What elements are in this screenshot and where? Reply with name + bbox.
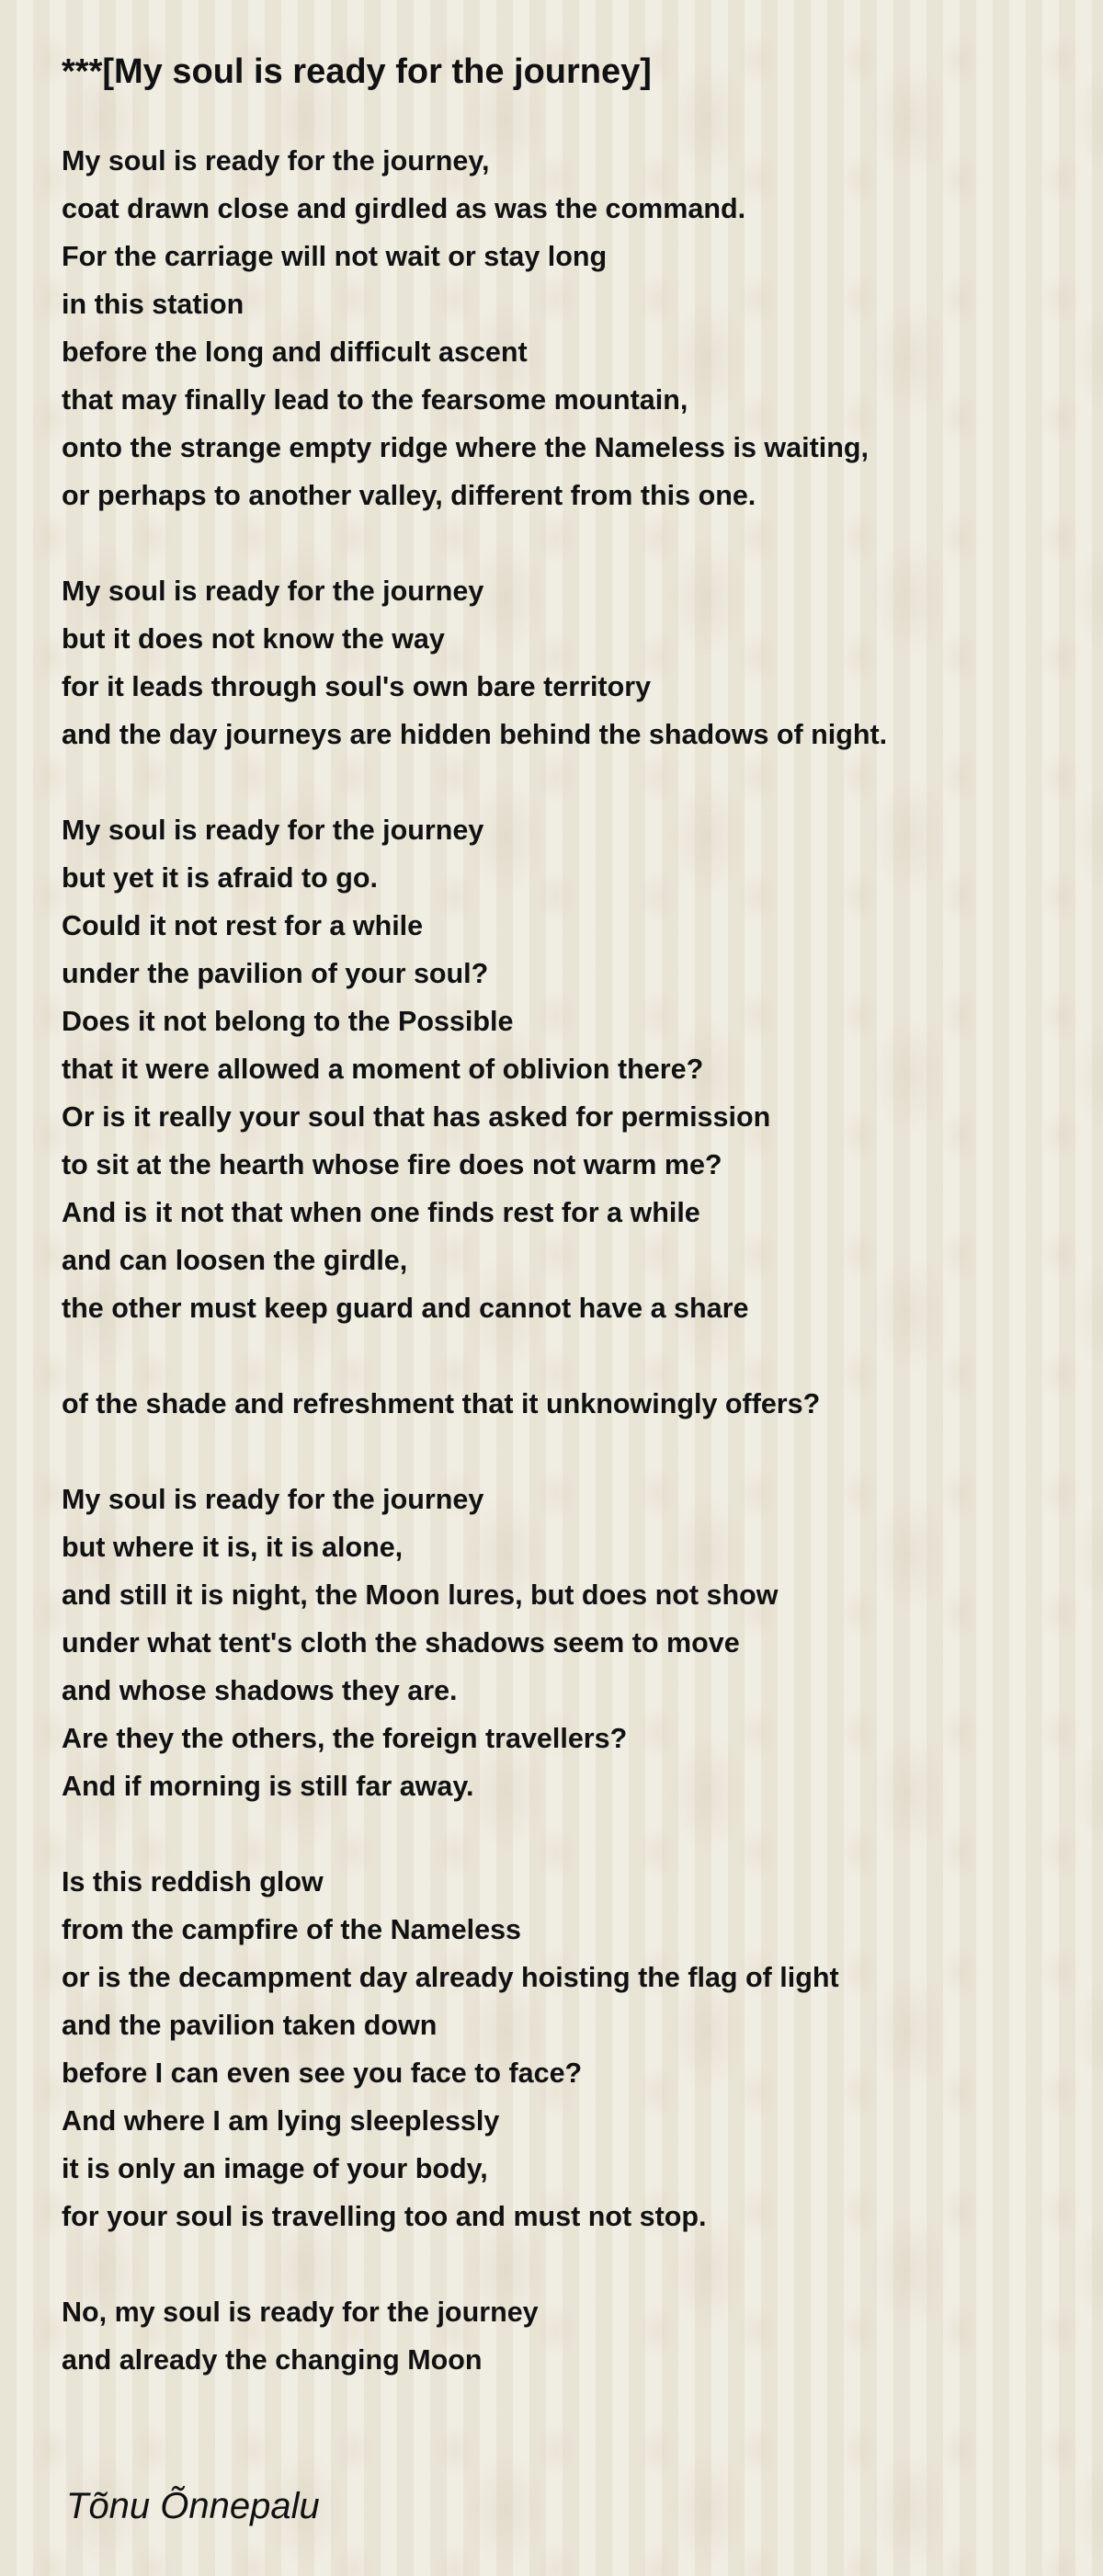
poem-body xyxy=(62,137,1073,2384)
stanza-break xyxy=(62,2240,1073,2288)
stanza-break xyxy=(62,1428,1073,1476)
stanza-break xyxy=(62,758,1073,806)
stanza-break xyxy=(62,519,1073,567)
poem-line: that may finally lead to the fearsome mountain, xyxy=(62,384,688,416)
stanza-break xyxy=(62,1332,1073,1380)
poem-line: Is this reddish glow xyxy=(62,1866,324,1898)
poem-line: coat drawn close and girdled as was the command. xyxy=(62,193,746,224)
poem-author: Tõnu Õnnepalu xyxy=(66,2486,320,2526)
poem-line: and can loosen the girdle, xyxy=(62,1245,408,1276)
poem-line: and the day journeys are hidden behind the shadows of night. xyxy=(62,719,888,750)
poem-line: the other must keep guard and cannot have a share xyxy=(62,1293,749,1324)
poem-line: under what tent's cloth the shadows seem to move xyxy=(62,1627,740,1658)
poem-line: My soul is ready for the journey xyxy=(62,815,484,846)
poem-line: Or is it really your soul that has asked for permission xyxy=(62,1101,771,1133)
poem-line: it is only an image of your body, xyxy=(62,2153,488,2184)
stanza-break xyxy=(62,1810,1073,1858)
poem-line: And is it not that when one finds rest for a while xyxy=(62,1197,700,1228)
poem-line: to sit at the hearth whose fire does not warm me? xyxy=(62,1149,722,1180)
poem-line: My soul is ready for the journey xyxy=(62,576,484,607)
poem-line: in this station xyxy=(62,289,244,320)
poem-line: For the carriage will not wait or stay long xyxy=(62,241,608,272)
poem-line: or perhaps to another valley, different from this one. xyxy=(62,480,756,511)
poem-line: for your soul is travelling too and must not stop. xyxy=(62,2201,707,2232)
poem-line: under the pavilion of your soul? xyxy=(62,958,489,989)
poem-line: of the shade and refreshment that it unknowingly offers? xyxy=(62,1388,821,1419)
poem-line: and already the changing Moon xyxy=(62,2344,483,2376)
poem-line: for it leads through soul's own bare territory xyxy=(62,671,652,702)
poem-line: that it were allowed a moment of oblivion there? xyxy=(62,1054,704,1085)
poem-line: and still it is night, the Moon lures, but does not show xyxy=(62,1579,779,1611)
poem-line: before the long and difficult ascent xyxy=(62,336,528,368)
poem-line: Are they the others, the foreign travellers? xyxy=(62,1723,628,1754)
poem-line: from the campfire of the Nameless xyxy=(62,1914,522,1945)
poem-line: No, my soul is ready for the journey xyxy=(62,2297,539,2328)
poem-line: Does it not belong to the Possible xyxy=(62,1006,514,1037)
poem-line: but it does not know the way xyxy=(62,623,445,655)
poem-line: And if morning is still far away. xyxy=(62,1771,474,1802)
poem-line: and whose shadows they are. xyxy=(62,1675,458,1706)
poem-line: My soul is ready for the journey xyxy=(62,1484,484,1515)
poem-line: My soul is ready for the journey, xyxy=(62,145,490,177)
poem-line: And where I am lying sleeplessly xyxy=(62,2105,500,2137)
poem-line: onto the strange empty ridge where the Nameless is waiting, xyxy=(62,432,869,463)
poem-line: but yet it is afraid to go. xyxy=(62,862,378,894)
poem-line: before I can even see you face to face? xyxy=(62,2057,583,2089)
poem-line: or is the decampment day already hoisting the flag of light xyxy=(62,1962,839,1993)
poem-line: but where it is, it is alone, xyxy=(62,1532,404,1563)
poem-title: ***[My soul is ready for the journey] xyxy=(62,52,652,91)
poem-line: Could it not rest for a while xyxy=(62,910,424,941)
poem-line: and the pavilion taken down xyxy=(62,2010,438,2041)
